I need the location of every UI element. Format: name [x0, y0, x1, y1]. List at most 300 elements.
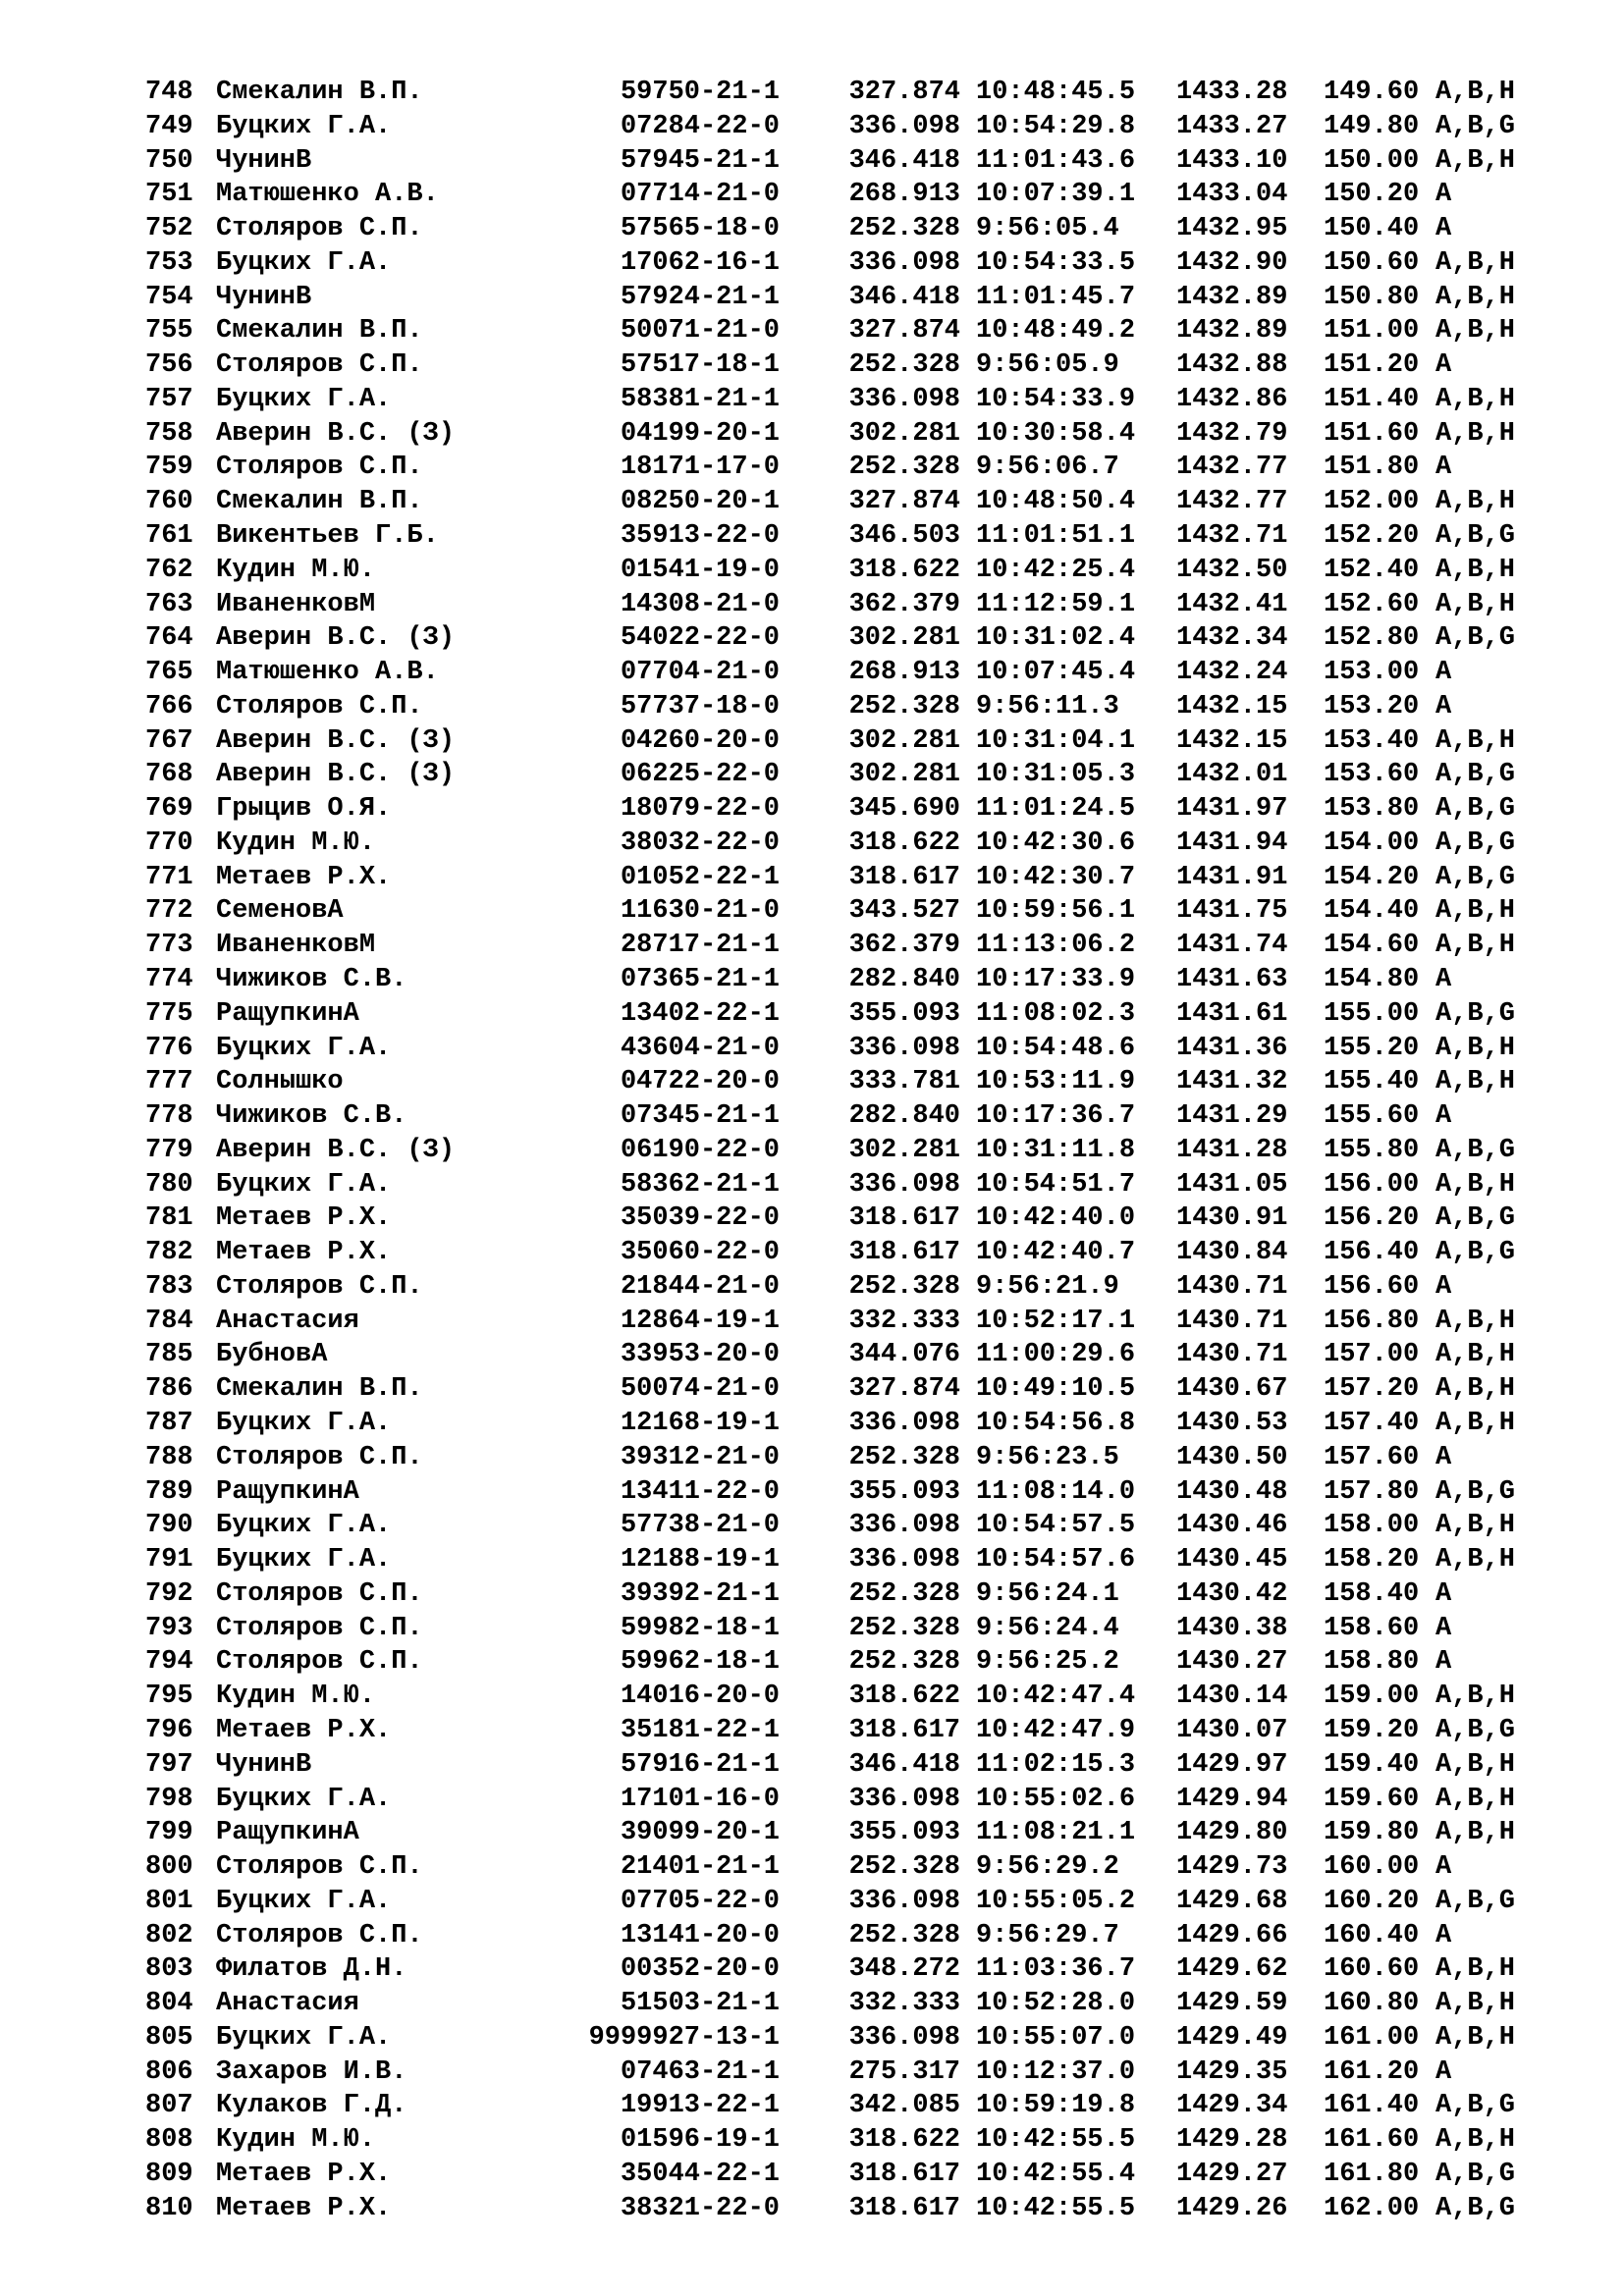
- angle-value: 336.098: [848, 1511, 960, 1540]
- time-value: 11:03:36.7: [976, 1954, 1136, 1984]
- step-value: 161.00: [1324, 2023, 1420, 2053]
- measurement-value: 1432.01: [1176, 760, 1288, 789]
- angle-value: 345.690: [848, 794, 960, 824]
- time-value: 11:13:06.2: [976, 931, 1136, 960]
- step-value: 157.00: [1324, 1340, 1420, 1369]
- participant-name: Кудин М.Ю.: [216, 828, 376, 858]
- measurement-value: 1432.50: [1176, 556, 1288, 585]
- step-value: 160.00: [1324, 1852, 1420, 1882]
- angle-value: 346.418: [848, 1750, 960, 1780]
- record-id: 07284-22-0: [620, 112, 780, 141]
- table-row: [0, 453, 1624, 482]
- participant-name: Аверин В.С. (З): [216, 1136, 456, 1165]
- flags-value: A: [1435, 1443, 1452, 1472]
- row-number: 794: [145, 1647, 193, 1677]
- angle-value: 252.328: [848, 453, 960, 482]
- participant-name: СеменовА: [216, 896, 344, 926]
- table-row: [0, 1921, 1624, 1950]
- time-value: 10:07:39.1: [976, 180, 1136, 209]
- table-row: [0, 760, 1624, 789]
- time-value: 11:01:24.5: [976, 794, 1136, 824]
- row-number: 788: [145, 1443, 193, 1472]
- participant-name: Столяров С.П.: [216, 1579, 423, 1609]
- flags-value: A,B,H: [1435, 1511, 1516, 1540]
- participant-name: РащупкинА: [216, 999, 359, 1029]
- step-value: 157.20: [1324, 1374, 1420, 1404]
- time-value: 11:01:43.6: [976, 146, 1136, 176]
- step-value: 161.40: [1324, 2091, 1420, 2120]
- measurement-value: 1430.67: [1176, 1374, 1288, 1404]
- step-value: 154.20: [1324, 863, 1420, 892]
- step-value: 160.40: [1324, 1921, 1420, 1950]
- time-value: 9:56:21.9: [976, 1272, 1119, 1302]
- measurement-value: 1429.59: [1176, 1989, 1288, 2018]
- measurement-value: 1431.94: [1176, 828, 1288, 858]
- participant-name: ЧунинВ: [216, 1750, 312, 1780]
- step-value: 152.80: [1324, 623, 1420, 653]
- step-value: 151.40: [1324, 385, 1420, 414]
- measurement-value: 1431.74: [1176, 931, 1288, 960]
- participant-name: Аверин В.С. (З): [216, 419, 456, 449]
- participant-name: Викентьев Г.Б.: [216, 521, 439, 551]
- step-value: 152.40: [1324, 556, 1420, 585]
- flags-value: A,B,G: [1435, 2091, 1516, 2120]
- step-value: 160.20: [1324, 1887, 1420, 1916]
- angle-value: 275.317: [848, 2057, 960, 2087]
- flags-value: A,B,H: [1435, 726, 1516, 756]
- measurement-value: 1432.90: [1176, 248, 1288, 278]
- step-value: 150.60: [1324, 248, 1420, 278]
- participant-name: Кудин М.Ю.: [216, 2125, 376, 2155]
- flags-value: A,B,H: [1435, 1750, 1516, 1780]
- row-number: 793: [145, 1614, 193, 1643]
- time-value: 10:54:51.7: [976, 1170, 1136, 1200]
- measurement-value: 1430.38: [1176, 1614, 1288, 1643]
- table-row: [0, 1307, 1624, 1336]
- table-row: [0, 1340, 1624, 1369]
- participant-name: Столяров С.П.: [216, 1614, 423, 1643]
- participant-name: Аверин В.С. (З): [216, 760, 456, 789]
- participant-name: Буцких Г.А.: [216, 1409, 392, 1438]
- angle-value: 302.281: [848, 1136, 960, 1165]
- row-number: 750: [145, 146, 193, 176]
- record-id: 57924-21-1: [620, 283, 780, 312]
- participant-name: Смекалин В.П.: [216, 316, 423, 346]
- participant-name: Буцких Г.А.: [216, 1170, 392, 1200]
- row-number: 766: [145, 692, 193, 721]
- measurement-value: 1432.34: [1176, 623, 1288, 653]
- flags-value: A,B,H: [1435, 419, 1516, 449]
- step-value: 155.00: [1324, 999, 1420, 1029]
- step-value: 161.60: [1324, 2125, 1420, 2155]
- angle-value: 336.098: [848, 248, 960, 278]
- time-value: 9:56:25.2: [976, 1647, 1119, 1677]
- row-number: 771: [145, 863, 193, 892]
- angle-value: 268.913: [848, 658, 960, 687]
- step-value: 151.20: [1324, 350, 1420, 380]
- time-value: 10:31:02.4: [976, 623, 1136, 653]
- step-value: 161.20: [1324, 2057, 1420, 2087]
- step-value: 152.00: [1324, 487, 1420, 516]
- participant-name: Захаров И.В.: [216, 2057, 407, 2087]
- row-number: 757: [145, 385, 193, 414]
- measurement-value: 1431.63: [1176, 965, 1288, 994]
- flags-value: A,B,G: [1435, 1203, 1516, 1233]
- step-value: 159.20: [1324, 1716, 1420, 1745]
- participant-name: Столяров С.П.: [216, 1272, 423, 1302]
- time-value: 10:55:02.6: [976, 1785, 1136, 1814]
- record-id: 57517-18-1: [620, 350, 780, 380]
- time-value: 9:56:06.7: [976, 453, 1119, 482]
- row-number: 800: [145, 1852, 193, 1882]
- measurement-value: 1430.27: [1176, 1647, 1288, 1677]
- angle-value: 252.328: [848, 1272, 960, 1302]
- time-value: 10:42:47.9: [976, 1716, 1136, 1745]
- angle-value: 252.328: [848, 214, 960, 243]
- time-value: 11:08:21.1: [976, 1818, 1136, 1847]
- flags-value: A,B,G: [1435, 623, 1516, 653]
- table-row: [0, 521, 1624, 551]
- flags-value: A: [1435, 2057, 1452, 2087]
- record-id: 51503-21-1: [620, 1989, 780, 2018]
- time-value: 10:17:33.9: [976, 965, 1136, 994]
- measurement-value: 1432.24: [1176, 658, 1288, 687]
- participant-name: РащупкинА: [216, 1818, 359, 1847]
- angle-value: 282.840: [848, 965, 960, 994]
- participant-name: Столяров С.П.: [216, 453, 423, 482]
- flags-value: A,B,H: [1435, 78, 1516, 107]
- row-number: 790: [145, 1511, 193, 1540]
- angle-value: 318.617: [848, 1203, 960, 1233]
- step-value: 154.60: [1324, 931, 1420, 960]
- time-value: 10:48:45.5: [976, 78, 1136, 107]
- record-id: 35044-22-1: [620, 2160, 780, 2189]
- table-row: [0, 1852, 1624, 1882]
- record-id: 59750-21-1: [620, 78, 780, 107]
- table-row: [0, 1203, 1624, 1233]
- flags-value: A,B,H: [1435, 487, 1516, 516]
- record-id: 33953-20-0: [620, 1340, 780, 1369]
- step-value: 157.80: [1324, 1477, 1420, 1507]
- measurement-value: 1432.77: [1176, 487, 1288, 516]
- time-value: 9:56:23.5: [976, 1443, 1119, 1472]
- time-value: 10:54:57.5: [976, 1511, 1136, 1540]
- time-value: 10:48:49.2: [976, 316, 1136, 346]
- flags-value: A: [1435, 350, 1452, 380]
- flags-value: A: [1435, 965, 1452, 994]
- time-value: 11:00:29.6: [976, 1340, 1136, 1369]
- record-id: 38032-22-0: [620, 828, 780, 858]
- flags-value: A,B,H: [1435, 316, 1516, 346]
- measurement-value: 1429.97: [1176, 1750, 1288, 1780]
- step-value: 155.20: [1324, 1034, 1420, 1063]
- step-value: 150.40: [1324, 214, 1420, 243]
- time-value: 10:42:55.5: [976, 2125, 1136, 2155]
- angle-value: 333.781: [848, 1067, 960, 1096]
- step-value: 152.60: [1324, 590, 1420, 619]
- measurement-value: 1431.28: [1176, 1136, 1288, 1165]
- record-id: 06225-22-0: [620, 760, 780, 789]
- angle-value: 336.098: [848, 112, 960, 141]
- participant-name: Буцких Г.А.: [216, 1034, 392, 1063]
- participant-name: Филатов Д.Н.: [216, 1954, 407, 1984]
- step-value: 155.40: [1324, 1067, 1420, 1096]
- table-row: [0, 1989, 1624, 2018]
- flags-value: A,B,H: [1435, 1374, 1516, 1404]
- step-value: 150.80: [1324, 283, 1420, 312]
- record-id: 39099-20-1: [620, 1818, 780, 1847]
- measurement-value: 1432.79: [1176, 419, 1288, 449]
- record-id: 39312-21-0: [620, 1443, 780, 1472]
- row-number: 799: [145, 1818, 193, 1847]
- time-value: 10:07:45.4: [976, 658, 1136, 687]
- table-row: [0, 1067, 1624, 1096]
- row-number: 797: [145, 1750, 193, 1780]
- measurement-value: 1429.66: [1176, 1921, 1288, 1950]
- participant-name: Буцких Г.А.: [216, 385, 392, 414]
- measurement-value: 1430.71: [1176, 1307, 1288, 1336]
- table-row: [0, 1170, 1624, 1200]
- flags-value: A,B,G: [1435, 112, 1516, 141]
- angle-value: 342.085: [848, 2091, 960, 2120]
- participant-name: Метаев Р.Х.: [216, 2160, 392, 2189]
- measurement-value: 1433.27: [1176, 112, 1288, 141]
- table-row: [0, 78, 1624, 107]
- angle-value: 252.328: [848, 1921, 960, 1950]
- row-number: 778: [145, 1101, 193, 1131]
- measurement-value: 1429.62: [1176, 1954, 1288, 1984]
- step-value: 160.80: [1324, 1989, 1420, 2018]
- row-number: 759: [145, 453, 193, 482]
- row-number: 798: [145, 1785, 193, 1814]
- flags-value: A: [1435, 453, 1452, 482]
- row-number: 782: [145, 1238, 193, 1267]
- row-number: 784: [145, 1307, 193, 1336]
- angle-value: 252.328: [848, 1852, 960, 1882]
- row-number: 802: [145, 1921, 193, 1950]
- flags-value: A: [1435, 1647, 1452, 1677]
- record-id: 54022-22-0: [620, 623, 780, 653]
- angle-value: 336.098: [848, 1545, 960, 1575]
- table-row: [0, 1682, 1624, 1711]
- record-id: 21844-21-0: [620, 1272, 780, 1302]
- angle-value: 318.622: [848, 2125, 960, 2155]
- angle-value: 268.913: [848, 180, 960, 209]
- participant-name: Столяров С.П.: [216, 1443, 423, 1472]
- participant-name: ИваненковМ: [216, 590, 376, 619]
- step-value: 154.40: [1324, 896, 1420, 926]
- row-number: 808: [145, 2125, 193, 2155]
- measurement-value: 1433.10: [1176, 146, 1288, 176]
- measurement-value: 1430.71: [1176, 1272, 1288, 1302]
- row-number: 762: [145, 556, 193, 585]
- table-row: [0, 1034, 1624, 1063]
- row-number: 803: [145, 1954, 193, 1984]
- time-value: 9:56:29.7: [976, 1921, 1119, 1950]
- measurement-value: 1432.77: [1176, 453, 1288, 482]
- angle-value: 318.617: [848, 1238, 960, 1267]
- angle-value: 332.333: [848, 1307, 960, 1336]
- measurement-value: 1431.05: [1176, 1170, 1288, 1200]
- angle-value: 336.098: [848, 1170, 960, 1200]
- flags-value: A,B,H: [1435, 2125, 1516, 2155]
- participant-name: Столяров С.П.: [216, 214, 423, 243]
- record-id: 50071-21-0: [620, 316, 780, 346]
- angle-value: 318.622: [848, 1682, 960, 1711]
- time-value: 10:17:36.7: [976, 1101, 1136, 1131]
- table-row: [0, 1818, 1624, 1847]
- participant-name: Метаев Р.Х.: [216, 2194, 392, 2223]
- row-number: 776: [145, 1034, 193, 1063]
- flags-value: A,B,H: [1435, 1818, 1516, 1847]
- step-value: 157.60: [1324, 1443, 1420, 1472]
- table-row: [0, 726, 1624, 756]
- record-id: 39392-21-1: [620, 1579, 780, 1609]
- angle-value: 318.617: [848, 1716, 960, 1745]
- table-row: [0, 1511, 1624, 1540]
- time-value: 10:52:17.1: [976, 1307, 1136, 1336]
- row-number: 805: [145, 2023, 193, 2053]
- record-id: 06190-22-0: [620, 1136, 780, 1165]
- row-number: 783: [145, 1272, 193, 1302]
- table-row: [0, 283, 1624, 312]
- participant-name: Метаев Р.Х.: [216, 1238, 392, 1267]
- flags-value: A,B,G: [1435, 1136, 1516, 1165]
- step-value: 153.80: [1324, 794, 1420, 824]
- table-row: [0, 385, 1624, 414]
- angle-value: 355.093: [848, 999, 960, 1029]
- row-number: 758: [145, 419, 193, 449]
- participant-name: ЧунинВ: [216, 283, 312, 312]
- time-value: 10:59:19.8: [976, 2091, 1136, 2120]
- time-value: 10:54:48.6: [976, 1034, 1136, 1063]
- row-number: 749: [145, 112, 193, 141]
- flags-value: A,B,G: [1435, 1477, 1516, 1507]
- table-row: [0, 590, 1624, 619]
- record-id: 21401-21-1: [620, 1852, 780, 1882]
- participant-name: Столяров С.П.: [216, 692, 423, 721]
- participant-name: Смекалин В.П.: [216, 1374, 423, 1404]
- flags-value: A: [1435, 1272, 1452, 1302]
- record-id: 35913-22-0: [620, 521, 780, 551]
- row-number: 768: [145, 760, 193, 789]
- step-value: 158.80: [1324, 1647, 1420, 1677]
- participant-name: Анастасия: [216, 1307, 359, 1336]
- measurement-value: 1429.49: [1176, 2023, 1288, 2053]
- time-value: 10:42:25.4: [976, 556, 1136, 585]
- time-value: 10:42:47.4: [976, 1682, 1136, 1711]
- measurement-value: 1430.46: [1176, 1511, 1288, 1540]
- step-value: 153.20: [1324, 692, 1420, 721]
- angle-value: 327.874: [848, 487, 960, 516]
- time-value: 11:01:51.1: [976, 521, 1136, 551]
- angle-value: 282.840: [848, 1101, 960, 1131]
- time-value: 9:56:24.1: [976, 1579, 1119, 1609]
- row-number: 755: [145, 316, 193, 346]
- table-row: [0, 2125, 1624, 2155]
- angle-value: 336.098: [848, 1034, 960, 1063]
- time-value: 10:31:04.1: [976, 726, 1136, 756]
- table-row: [0, 214, 1624, 243]
- angle-value: 302.281: [848, 623, 960, 653]
- step-value: 159.60: [1324, 1785, 1420, 1814]
- time-value: 10:42:55.4: [976, 2160, 1136, 2189]
- record-id: 43604-21-0: [620, 1034, 780, 1063]
- record-id: 12864-19-1: [620, 1307, 780, 1336]
- flags-value: A,B,G: [1435, 2160, 1516, 2189]
- row-number: 792: [145, 1579, 193, 1609]
- measurement-value: 1433.28: [1176, 78, 1288, 107]
- record-id: 14016-20-0: [620, 1682, 780, 1711]
- step-value: 150.00: [1324, 146, 1420, 176]
- row-number: 765: [145, 658, 193, 687]
- table-row: [0, 1136, 1624, 1165]
- measurement-value: 1430.71: [1176, 1340, 1288, 1369]
- table-row: [0, 828, 1624, 858]
- angle-value: 302.281: [848, 419, 960, 449]
- flags-value: A,B,H: [1435, 556, 1516, 585]
- flags-value: A,B,H: [1435, 146, 1516, 176]
- flags-value: A,B,H: [1435, 896, 1516, 926]
- time-value: 10:54:33.9: [976, 385, 1136, 414]
- angle-value: 344.076: [848, 1340, 960, 1369]
- table-row: [0, 419, 1624, 449]
- time-value: 10:42:40.0: [976, 1203, 1136, 1233]
- record-id: 57737-18-0: [620, 692, 780, 721]
- angle-value: 343.527: [848, 896, 960, 926]
- angle-value: 318.617: [848, 2194, 960, 2223]
- step-value: 162.00: [1324, 2194, 1420, 2223]
- row-number: 753: [145, 248, 193, 278]
- measurement-value: 1429.34: [1176, 2091, 1288, 2120]
- row-number: 764: [145, 623, 193, 653]
- flags-value: A,B,H: [1435, 248, 1516, 278]
- flags-value: A,B,G: [1435, 760, 1516, 789]
- flags-value: A,B,H: [1435, 1954, 1516, 1984]
- step-value: 158.60: [1324, 1614, 1420, 1643]
- time-value: 10:59:56.1: [976, 896, 1136, 926]
- flags-value: A,B,H: [1435, 1307, 1516, 1336]
- record-id: 50074-21-0: [620, 1374, 780, 1404]
- flags-value: A,B,G: [1435, 521, 1516, 551]
- table-row: [0, 2057, 1624, 2087]
- participant-name: Смекалин В.П.: [216, 78, 423, 107]
- participant-name: Метаев Р.Х.: [216, 863, 392, 892]
- angle-value: 252.328: [848, 1647, 960, 1677]
- row-number: 780: [145, 1170, 193, 1200]
- measurement-value: 1430.42: [1176, 1579, 1288, 1609]
- record-id: 18079-22-0: [620, 794, 780, 824]
- time-value: 11:08:14.0: [976, 1477, 1136, 1507]
- step-value: 159.00: [1324, 1682, 1420, 1711]
- measurement-value: 1432.88: [1176, 350, 1288, 380]
- step-value: 149.80: [1324, 112, 1420, 141]
- time-value: 10:42:30.6: [976, 828, 1136, 858]
- table-row: [0, 658, 1624, 687]
- participant-name: Столяров С.П.: [216, 350, 423, 380]
- measurement-value: 1430.07: [1176, 1716, 1288, 1745]
- time-value: 9:56:24.4: [976, 1614, 1119, 1643]
- record-id: 9999927-13-1: [588, 2023, 780, 2053]
- record-id: 07704-21-0: [620, 658, 780, 687]
- row-number: 760: [145, 487, 193, 516]
- row-number: 785: [145, 1340, 193, 1369]
- angle-value: 346.503: [848, 521, 960, 551]
- step-value: 156.00: [1324, 1170, 1420, 1200]
- angle-value: 252.328: [848, 350, 960, 380]
- table-row: [0, 316, 1624, 346]
- angle-value: 327.874: [848, 316, 960, 346]
